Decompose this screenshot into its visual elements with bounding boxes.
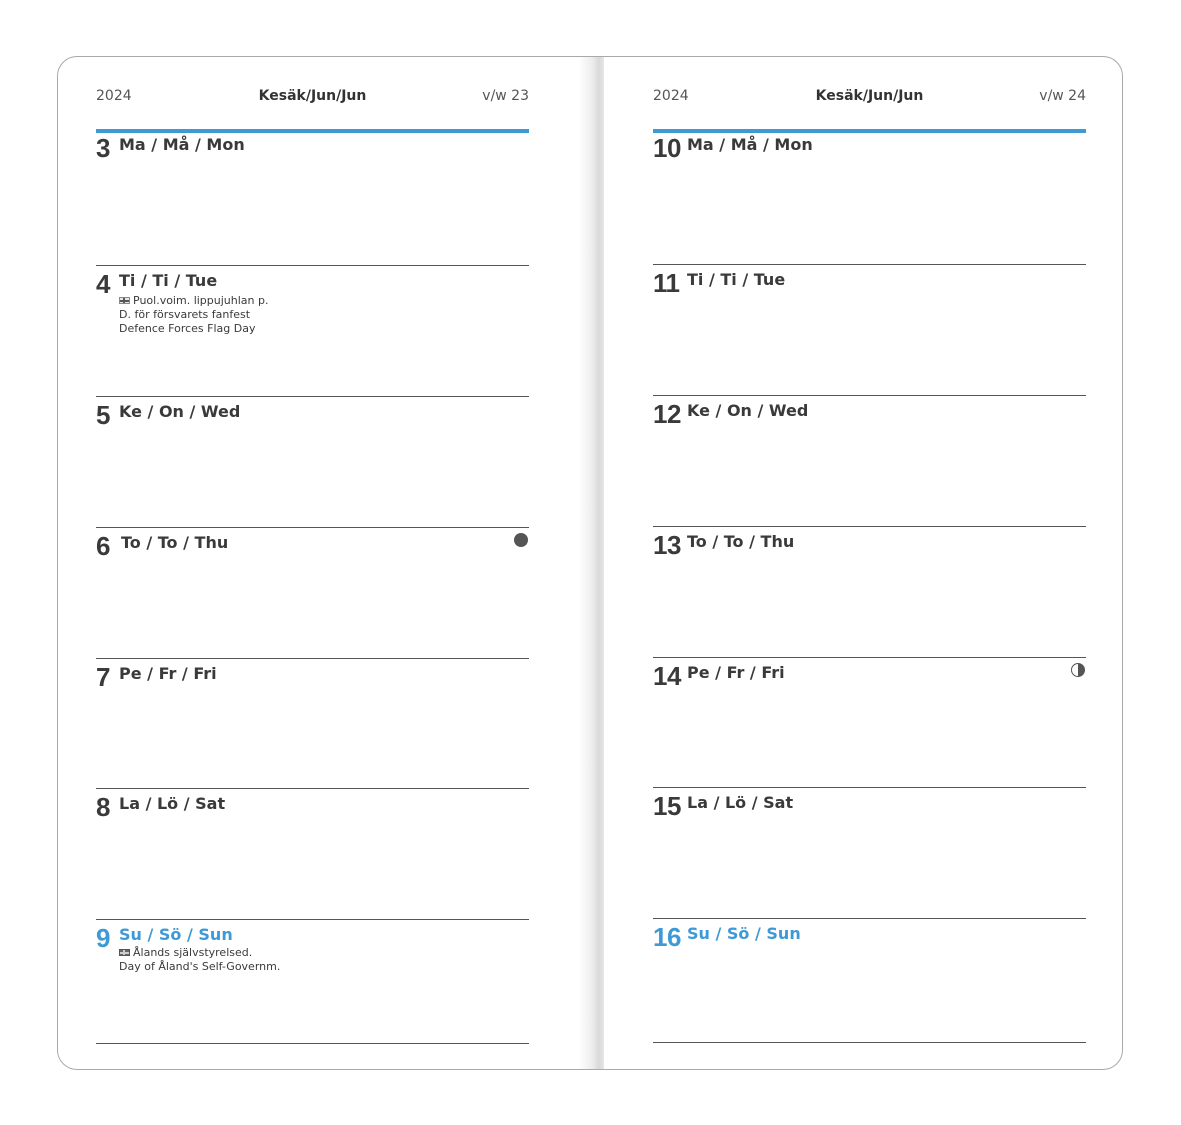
header-month: Kesäk/Jun/Jun <box>258 88 367 104</box>
planner-spread <box>57 56 1123 1070</box>
holiday-note-en: Defence Forces Flag Day <box>119 322 256 335</box>
day-name: Pe / Fr / Fri <box>119 664 217 683</box>
header-week: v/w 24 <box>1039 88 1086 104</box>
day-number: 11 <box>653 268 680 298</box>
day-divider <box>653 395 1086 396</box>
day-name: La / Lö / Sat <box>687 793 794 812</box>
day-number: 3 <box>96 133 110 163</box>
day-divider <box>96 396 529 397</box>
day-number: 12 <box>653 399 681 429</box>
holiday-note <box>119 294 269 336</box>
day-name: La / Lö / Sat <box>119 794 226 813</box>
right-page <box>653 57 1087 1069</box>
aland-flag-icon <box>119 949 130 956</box>
day-divider <box>653 264 1086 265</box>
day-divider <box>653 526 1086 527</box>
day-name: Ti / Ti / Tue <box>687 270 786 289</box>
day-name: Su / Sö / Sun <box>687 924 801 943</box>
day-divider <box>96 788 529 789</box>
page-bottom-rule <box>653 1042 1086 1043</box>
day-name: Pe / Fr / Fri <box>687 663 785 682</box>
day-number: 10 <box>653 133 681 163</box>
day-number: 7 <box>96 662 110 692</box>
holiday-note-sv: D. för försvarets fanfest <box>119 308 251 321</box>
day-name: Ti / Ti / Tue <box>119 271 218 290</box>
page-header <box>96 88 529 108</box>
book-gutter <box>578 57 604 1069</box>
day-name: Ke / On / Wed <box>687 401 809 420</box>
day-divider <box>96 658 529 659</box>
day-name: To / To / Thu <box>121 533 229 552</box>
day-number: 14 <box>653 661 681 691</box>
full-moon-icon <box>514 533 528 547</box>
day-name: Ma / Må / Mon <box>687 135 813 154</box>
header-accent-bar <box>653 129 1086 133</box>
left-page <box>96 57 530 1069</box>
holiday-note-sv: Ålands självstyrelsed. <box>133 946 253 959</box>
header-month: Kesäk/Jun/Jun <box>815 88 924 104</box>
page-header <box>653 88 1086 108</box>
day-divider <box>653 918 1086 919</box>
day-name: Ma / Må / Mon <box>119 135 245 154</box>
day-number: 15 <box>653 791 681 821</box>
first-quarter-moon-icon <box>1071 663 1085 677</box>
finnish-flag-icon <box>119 297 130 304</box>
header-accent-bar <box>96 129 529 133</box>
header-week: v/w 23 <box>482 88 529 104</box>
day-number: 4 <box>96 269 110 299</box>
day-number: 16 <box>653 922 681 952</box>
day-divider <box>96 527 529 528</box>
day-name: Ke / On / Wed <box>119 402 241 421</box>
header-year: 2024 <box>653 88 689 104</box>
holiday-note-fi: Puol.voim. lippujuhlan p. <box>133 294 269 307</box>
page-bottom-rule <box>96 1043 529 1044</box>
holiday-note-en: Day of Åland's Self-Governm. <box>119 960 281 973</box>
day-divider <box>653 657 1086 658</box>
day-name: To / To / Thu <box>687 532 795 551</box>
day-divider <box>653 787 1086 788</box>
day-number: 6 <box>96 531 110 561</box>
day-divider <box>96 265 529 266</box>
day-number: 13 <box>653 530 681 560</box>
day-divider <box>96 919 529 920</box>
day-number: 9 <box>96 923 110 953</box>
day-number: 5 <box>96 400 110 430</box>
header-year: 2024 <box>96 88 132 104</box>
day-number: 8 <box>96 792 110 822</box>
holiday-note <box>119 946 280 974</box>
day-name: Su / Sö / Sun <box>119 925 233 944</box>
